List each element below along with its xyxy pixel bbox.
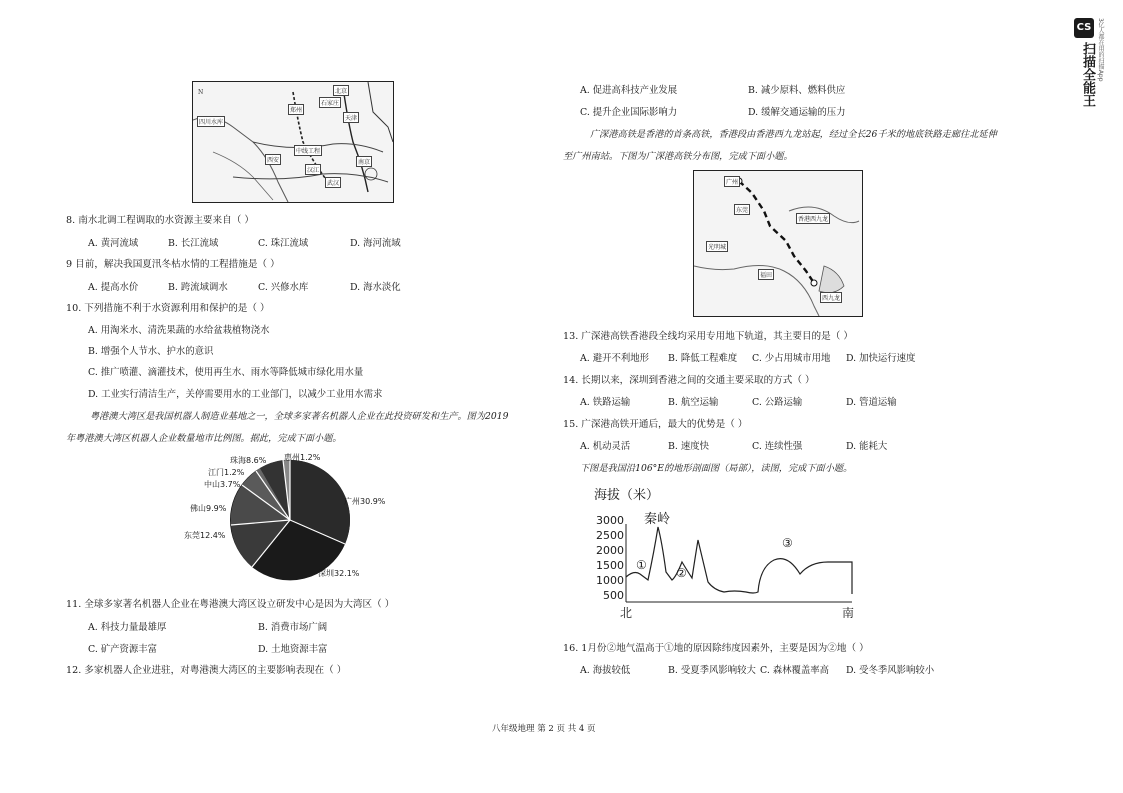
south-north-water-map (192, 81, 394, 203)
question-14: 14. 长期以来，深圳到香港之间的交通主要采取的方式（ ） (563, 375, 815, 386)
option-13b: B. 降低工程难度 (668, 353, 738, 364)
map-label: 郑州 (288, 104, 304, 115)
question-11: 11. 全球多家著名机器人企业在粤港澳大湾区设立研发中心是因为大湾区（ ） (66, 599, 395, 610)
intro-robot-2: 年粤港澳大湾区机器人企业数量地市比例图。据此，完成下面小题。 (66, 433, 342, 444)
map-label: 西安 (265, 154, 281, 165)
map-label: 四川水库 (197, 116, 225, 127)
map-label: 福田 (758, 269, 774, 280)
option-8b: B. 长江流域 (168, 238, 219, 249)
option-15b: B. 速度快 (668, 441, 709, 452)
map-label: 广州 (724, 176, 740, 187)
ytick-2000: 2000 (596, 544, 624, 557)
pie-label-zhuhai: 珠海8.6% (230, 456, 267, 465)
pie-label-zhongshan: 中山3.7% (204, 480, 241, 489)
map-label: 南京 (356, 156, 372, 167)
map-label: 中线工程 (294, 145, 322, 156)
ytick-3000: 3000 (596, 514, 624, 527)
map-label: 西九龙 (820, 292, 842, 303)
question-16: 16. 1月份②地气温高于①地的原因除纬度因素外，主要是因为②地（ ） (563, 643, 869, 654)
option-9b: B. 跨流域调水 (168, 282, 228, 293)
rail-map (693, 170, 863, 317)
option-8a: A. 黄河流域 (88, 238, 139, 249)
scanner-watermark (1074, 18, 1106, 128)
ytick-500: 500 (603, 589, 624, 602)
map-label: 武汉 (325, 177, 341, 188)
option-13a: A. 避开不利地形 (580, 353, 649, 364)
option-14a: A. 铁路运输 (580, 397, 631, 408)
question-15: 15. 广深港高铁开通后，最大的优势是（ ） (563, 419, 748, 430)
option-15a: A. 机动灵活 (580, 441, 631, 452)
profile-marker-1: ① (636, 558, 647, 572)
question-9: 9 目前，解决我国夏汛冬枯水情的工程措施是（ ） (66, 259, 280, 270)
option-14d: D. 管道运输 (846, 397, 897, 408)
map-label: 北京 (333, 85, 349, 96)
option-10d: D. 工业实行清洁生产，关停需要用水的工业部门，以减少工业用水需求 (88, 389, 383, 400)
map-label: 天津 (343, 112, 359, 123)
option-14b: B. 航空运输 (668, 397, 719, 408)
option-13c: C. 少占用城市用地 (752, 353, 831, 364)
ytick-1000: 1000 (596, 574, 624, 587)
option-11c: C. 矿产资源丰富 (88, 644, 158, 655)
svg-text:N: N (198, 89, 204, 96)
option-12b: B. 减少原料、燃料供应 (748, 85, 846, 96)
map-label: 汉江 (305, 164, 321, 175)
option-15c: C. 连续性强 (752, 441, 803, 452)
ytick-2500: 2500 (596, 529, 624, 542)
option-13d: D. 加快运行速度 (846, 353, 916, 364)
question-12: 12. 多家机器人企业进驻，对粤港澳大湾区的主要影响表现在（ ） (66, 665, 347, 676)
page-footer: 八年级地理 第 2 页 共 4 页 (492, 724, 596, 734)
map-label: 东莞 (734, 204, 750, 215)
intro-robot-1: 粤港澳大湾区是我国机器人制造业基地之一，全球多家著名机器人企业在此投资研发和生产。图为2019 (90, 411, 509, 422)
option-11b: B. 消费市场广阔 (258, 622, 328, 633)
option-8d: D. 海河流域 (350, 238, 401, 249)
option-12c: C. 提升企业国际影响力 (580, 107, 678, 118)
option-16a: A. 海拔较低 (580, 665, 631, 676)
option-11d: D. 土地资源丰富 (258, 644, 328, 655)
brand-slogan: 3亿人都在用的扫描App (1097, 18, 1104, 82)
pie-label-huizhou: 惠州1.2% (284, 453, 321, 462)
option-16d: D. 受冬季风影响较小 (846, 665, 935, 676)
question-13: 13. 广深港高铁香港段全线均采用专用地下轨道，其主要目的是（ ） (563, 331, 853, 342)
profile-ylabel: 海拔（米） (594, 488, 660, 503)
option-9a: A. 提高水价 (88, 282, 139, 293)
map-label: 石家庄 (319, 97, 341, 108)
ytick-1500: 1500 (596, 559, 624, 572)
pie-label-dongguan: 东莞12.4% (184, 531, 226, 540)
map-label: 光明城 (706, 241, 728, 252)
robot-pie-chart (182, 450, 394, 584)
option-11a: A. 科技力量最雄厚 (88, 622, 167, 633)
question-10: 10. 下列措施不利于水资源利用和保护的是（ ） (66, 303, 270, 314)
option-16c: C. 森林覆盖率高 (760, 665, 830, 676)
terrain-profile (588, 482, 858, 622)
map-label: 香港西九龙 (796, 213, 830, 224)
option-10a: A. 用淘米水、清洗果蔬的水给盆栽植物浇水 (88, 325, 270, 336)
option-8c: C. 珠江流域 (258, 238, 309, 249)
option-12d: D. 缓解交通运输的压力 (748, 107, 846, 118)
intro-profile: 下图是我国沿106°E的地形剖面图（局部），读图，完成下面小题。 (580, 463, 853, 474)
profile-north: 北 (620, 606, 633, 620)
peak-label-qinling: 秦岭 (644, 512, 671, 527)
profile-marker-3: ③ (782, 536, 793, 550)
option-10b: B. 增强个人节水、护水的意识 (88, 346, 214, 357)
pie-label-jiangmen: 江门1.2% (208, 468, 245, 477)
option-12a: A. 促进高科技产业发展 (580, 85, 678, 96)
profile-marker-2: ② (676, 566, 687, 580)
question-8: 8. 南水北调工程调取的水资源主要来自（ ） (66, 215, 254, 226)
option-10c: C. 推广喷灌、滴灌技术，使用再生水、雨水等降低城市绿化用水量 (88, 367, 364, 378)
brand-name: 扫描全能王 (1080, 42, 1095, 107)
pie-label-foshan: 佛山9.9% (190, 504, 227, 513)
option-16b: B. 受夏季风影响较大 (668, 665, 756, 676)
option-15d: D. 能耗大 (846, 441, 888, 452)
pie-label-guangzhou: 广州30.9% (344, 497, 386, 506)
option-14c: C. 公路运输 (752, 397, 803, 408)
pie-label-shenzhen: 深圳32.1% (318, 569, 360, 578)
profile-south: 南 (842, 606, 855, 620)
cs-logo-icon: CS (1074, 18, 1094, 38)
option-9d: D. 海水淡化 (350, 282, 401, 293)
intro-rail-2: 至广州南站。下图为广深港高铁分布图，完成下面小题。 (563, 151, 793, 162)
intro-rail-1: 广深港高铁是香港的首条高铁，香港段由香港西九龙站起，经过全长26千米的地底铁路走廊往北延伸 (590, 129, 997, 140)
option-9c: C. 兴修水库 (258, 282, 309, 293)
